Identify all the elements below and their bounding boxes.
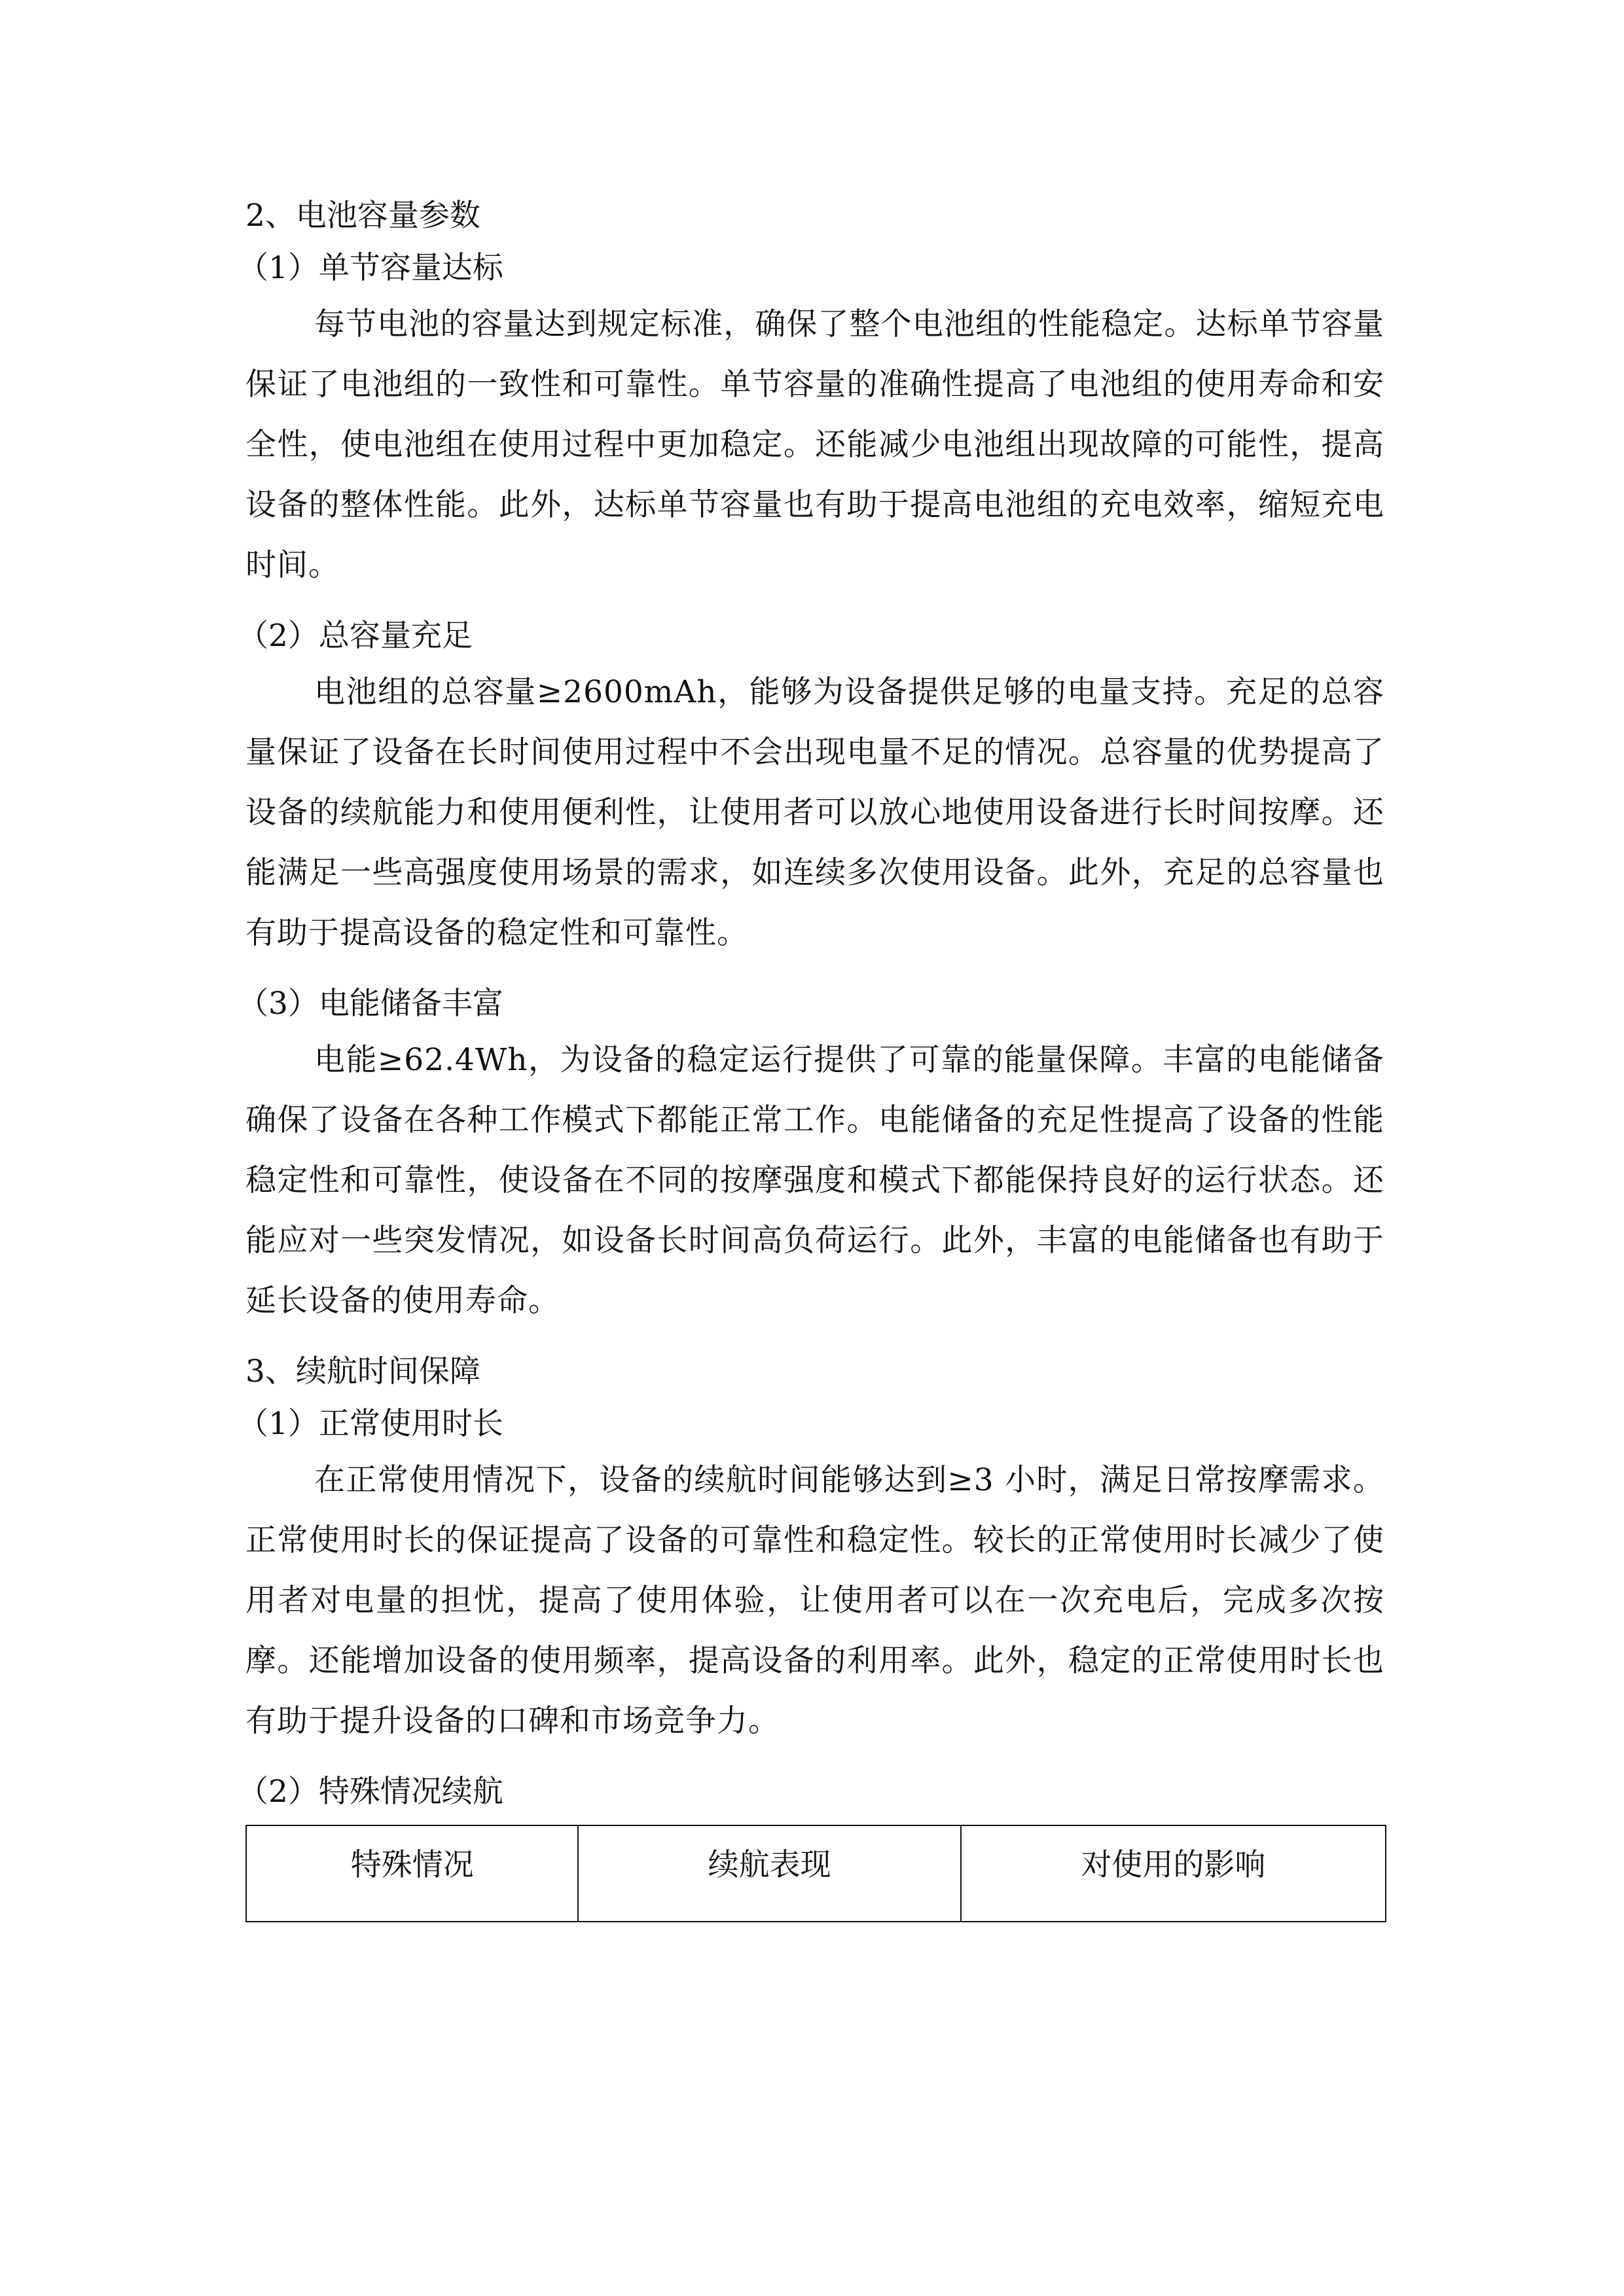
subheading-special-situations: （2）特殊情况续航 (238, 1774, 503, 1810)
table-header-row (246, 1825, 1386, 1922)
document-page (238, 190, 1384, 1922)
paragraph-total-capacity: 电池组的总容量≥2600mAh，能够为设备提供足够的电量支持。充足的总容量保证了设备在长时间使用过程中不会出现电量不足的情况。总容量的优势提高了设备的续航能力和使用便利性，让使用者可以放心地使用设备进行长时间按摩。还能满足一些高强度使用场景的需求，如连续多次使用设备。此外，充足的总容量也有助于提高设备的稳定性和可靠性。 (245, 674, 1384, 951)
subheading-normal-usage: （1）正常使用时长 (238, 1406, 503, 1442)
section-heading-battery-life: 3、续航时间保障 (245, 1354, 480, 1390)
table-header-cell: 特殊情况 (246, 1825, 578, 1922)
special-situation-table (245, 1825, 1386, 1922)
table-header-cell: 续航表现 (578, 1825, 960, 1922)
section-heading-battery-capacity: 2、电池容量参数 (245, 198, 480, 234)
subheading-total-capacity: （2）总容量充足 (238, 618, 473, 654)
paragraph-single-cell-capacity: 每节电池的容量达到规定标准，确保了整个电池组的性能稳定。达标单节容量保证了电池组的一致性和可靠性。单节容量的准确性提高了电池组的使用寿命和安全性，使电池组在使用过程中更加稳定。还能减少电池组出现故障的可能性，提高设备的整体性能。此外，达标单节容量也有助于提高电池组的充电效率，缩短充电时间。 (245, 306, 1384, 583)
paragraph-normal-usage: 在正常使用情况下，设备的续航时间能够达到≥3 小时，满足日常按摩需求。正常使用时长的保证提高了设备的可靠性和稳定性。较长的正常使用时长减少了使用者对电量的担忧，提高了使用体验，让使用者可以在一次充电后，完成多次按摩。还能增加设备的使用频率，提高设备的利用率。此外，稳定的正常使用时长也有助于提升设备的口碑和市场竞争力。 (245, 1462, 1384, 1739)
subheading-energy-storage: （3）电能储备丰富 (238, 986, 503, 1022)
paragraph-energy-storage: 电能≥62.4Wh，为设备的稳定运行提供了可靠的能量保障。丰富的电能储备确保了设备在各种工作模式下都能正常工作。电能储备的充足性提高了设备的性能稳定性和可靠性，使设备在不同的按摩强度和模式下都能保持良好的运行状态。还能应对一些突发情况，如设备长时间高负荷运行。此外，丰富的电能储备也有助于延长设备的使用寿命。 (245, 1042, 1384, 1319)
subheading-single-cell-capacity: （1）单节容量达标 (238, 250, 503, 286)
table-header-cell: 对使用的影响 (961, 1825, 1386, 1922)
